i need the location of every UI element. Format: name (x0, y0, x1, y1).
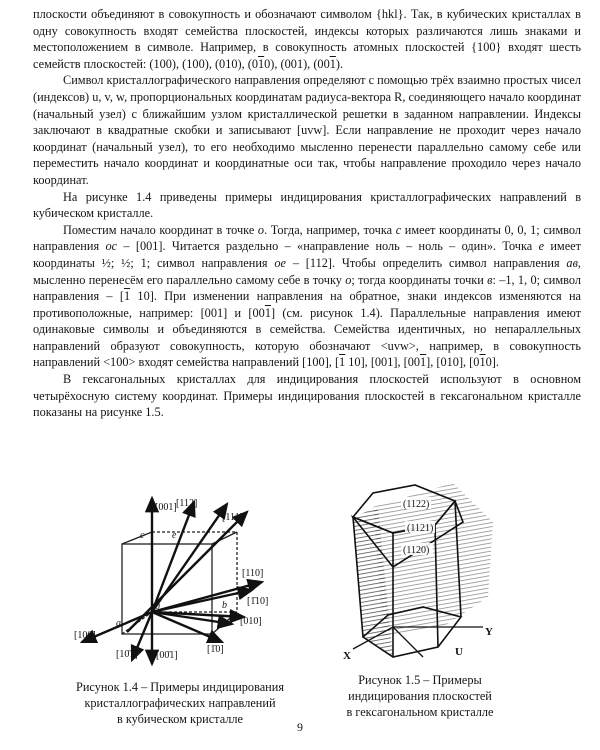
text-span: ос (105, 239, 118, 254)
figure-1-4 (72, 492, 297, 670)
caption-line: в кубическом кристалле (116, 712, 243, 726)
hexagonal-prism-diagram (333, 477, 503, 667)
text-span: ое (274, 255, 287, 270)
point-a: a (116, 618, 121, 629)
label-plane-1120: (1120) (403, 545, 430, 556)
text-span: о (345, 272, 352, 287)
text-span: плоскости объединяют в совокупность и обозначают символом {hkl}. Так, в кубических кристаллах в одну совокупность входят семейства плоскостей, индексы которых различаются лишь знаками и местоположением в символе. Например, в совокупность атомных плоскостей {100} входят шесть семейств плоскостей: (100), (1 (33, 7, 581, 71)
figure-1-5 (333, 477, 503, 667)
text-span: 1 (420, 355, 427, 370)
text-span: , мысленно перенесём его параллельно самому себе в точку (33, 255, 581, 287)
text-span: 1 (258, 56, 265, 71)
caption-line: Рисунок 1.4 – Примеры индицирования (75, 680, 285, 694)
text-span: 1 (339, 355, 346, 370)
body-paragraph (33, 6, 581, 72)
text-span: 1 (479, 355, 486, 370)
caption-line: в гексагональном кристалле (346, 705, 494, 719)
text-span: ], [010], [0 (426, 355, 480, 370)
point-b: b (222, 600, 227, 611)
text-span: с (395, 222, 402, 237)
point-c: c (140, 530, 145, 541)
text-span: 0]. (485, 355, 499, 370)
caption-line: Рисунок 1.5 – Примеры (358, 673, 482, 687)
label-010: [010] (240, 616, 262, 627)
text-span: Поместим начало координат в точке (63, 222, 258, 237)
text-span: имеет координаты 0, 0, 1; символ направления (33, 222, 581, 254)
cube-direction-diagram (72, 492, 297, 670)
label-110: [110] (242, 568, 264, 579)
axis-y-label: Y (485, 626, 493, 638)
label-001: [001] (155, 502, 177, 513)
text-span: в (487, 272, 493, 287)
text-span: ), (010), (0 (204, 56, 258, 71)
text-span: 1 (264, 305, 271, 320)
text-span: о (257, 222, 265, 237)
text-span: имеет координаты ½; ½; 1; символ направления (33, 239, 582, 270)
text-span: ; тогда координаты точки (351, 272, 488, 287)
body-paragraph (33, 222, 581, 371)
label-m110: [1̄10] (247, 596, 269, 607)
text-span: 00 (192, 56, 205, 71)
text-span: 10], [001], [00 (345, 355, 420, 370)
body-paragraph (33, 371, 581, 421)
axis-u-label: U (455, 646, 463, 658)
label-plane-1122: (1122) (403, 499, 430, 510)
text-span: ] (см. рисунок 1.4). Параллельные направления имеют одинаковые символы и объединяются в семейства. Семейства идентичных, но непараллельных направлений образуют совокупность, которую обозначают <uvw>, например, в совокупность направлений <100> входят семейства направлений [100], [ (33, 305, 581, 370)
page-number: 9 (297, 720, 303, 734)
body-text (33, 6, 581, 421)
text-span: ав (566, 255, 578, 270)
text-span: е (538, 239, 545, 254)
label-112: [112] (176, 498, 198, 509)
text-span: 1 (329, 56, 336, 71)
caption-line: кристаллографических направлений (84, 696, 276, 710)
text-span: ). (335, 56, 344, 71)
text-span: : –1, 1, 0; символ направления – [ (33, 272, 581, 304)
text-span: . Тогда, например, точка (264, 222, 396, 237)
label-00m1: [00̄1] (156, 650, 178, 661)
text-span: В гексагональных кристаллах для индицирования плоскостей используют в основном четырёхосную систему координат. Примеры индицирования плоскостей в гексагональном кристалле показаны на рисунке 1.5. (33, 372, 581, 420)
text-span: – [112]. Чтобы определить символ направления (286, 255, 567, 270)
body-paragraph (33, 189, 581, 222)
text-span: 0), (001), (00 (264, 56, 330, 71)
text-span: Символ кристаллографического направления определяют с помощью трёх взаимно простых чисел (индексов) u, v, w, пропорциональных координатам радиуса-вектора R, соединяющего начало координат (начальный узел) с ближайшим узлом кристаллической решетки в заданном направлении. Индексы заключают в квадратные скобки и записывают [uvw]. Если направление не проходит через начало координат (начальный узел), то его необходимо мысленно перенести параллельно самому себе или переместить начало координат и координатные оси так, чтобы направление проходило через начало координат. (33, 73, 581, 187)
label-10m1: [10̄1] (116, 649, 138, 660)
text-span: 10]. При изменении направления на обратное, знаки индексов изменяются на противоположные, например: [001] и [00 (33, 289, 581, 320)
point-o: 0 (155, 601, 160, 612)
body-paragraph (33, 72, 581, 188)
label-100: [100] (74, 630, 96, 641)
axis-x-label: X (343, 650, 351, 662)
figure-1-5-caption (325, 672, 515, 720)
text-span: – [001]. Читается раздельно – «направление ноль – ноль – один». Точка (117, 239, 539, 254)
point-e: e (172, 530, 177, 541)
caption-line: индицирования плоскостей (348, 689, 492, 703)
label-m10: [1̄0] (207, 644, 224, 655)
text-span: На рисунке 1.4 приведены примеры индицирования кристаллографических направлений в кубическом кристалле. (33, 189, 581, 221)
label-111: [111] (222, 512, 243, 523)
text-span: 1 (123, 289, 131, 304)
label-plane-1121: (1121) (407, 523, 434, 534)
